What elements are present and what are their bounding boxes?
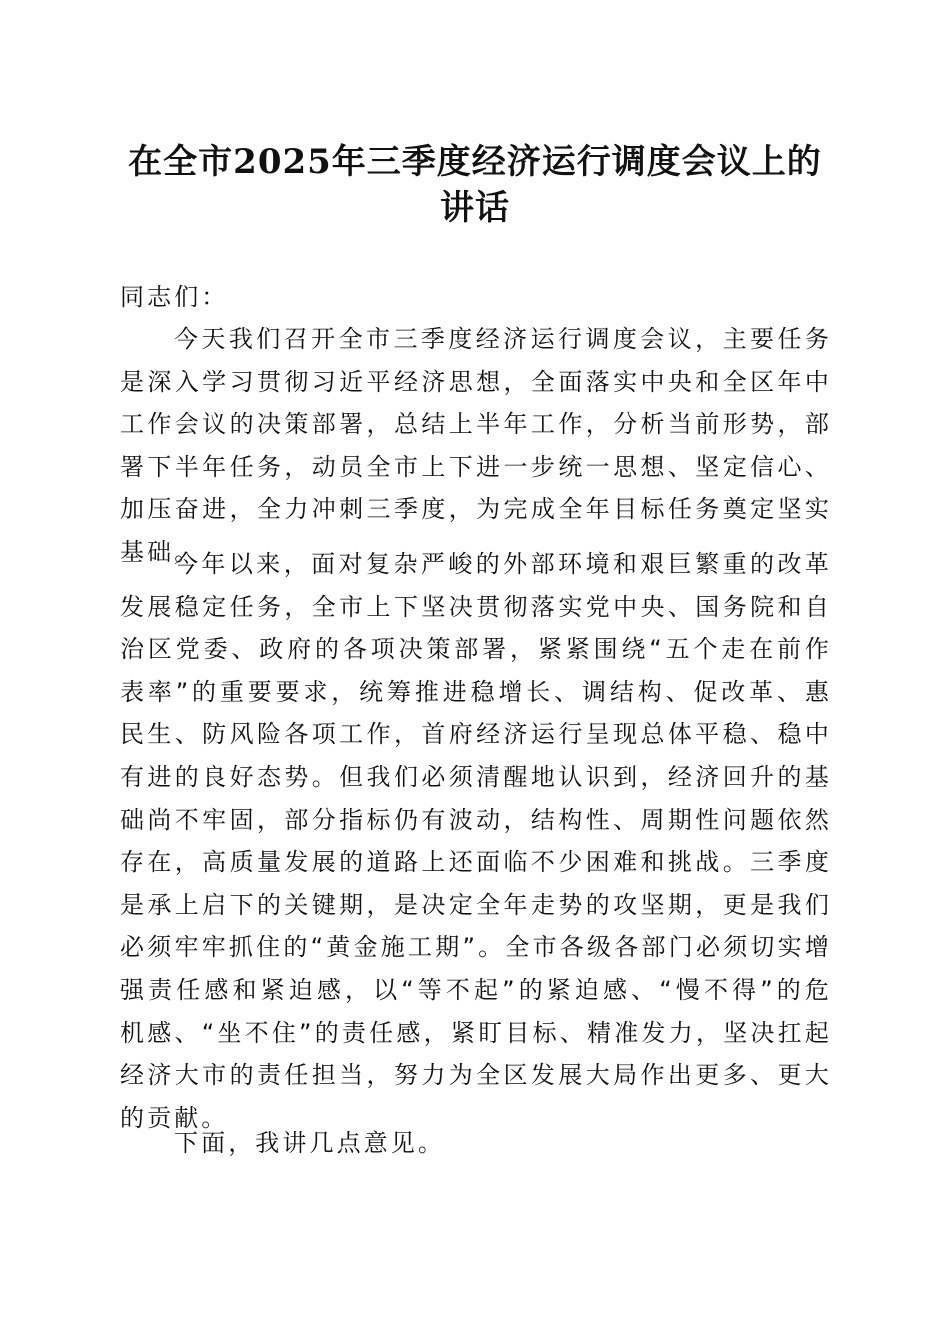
document-title-line-1: 在全市2025年三季度经济运行调度会议上的 — [128, 142, 822, 182]
paragraph-1: 今天我们召开全市三季度经济运行调度会议，主要任务是深入学习贯彻习近平经济思想，全面落实中央和全区年中工作会议的决策部署，总结上半年工作，分析当前形势，部署下半年任务，动员全市上下进一步统一思想、坚定信心、加压奋进，全力冲刺三季度，为完成全年目标任务奠定坚实基础。 — [120, 325, 832, 566]
document-title-line-2: 讲话 — [440, 188, 510, 228]
salutation: 同志们： — [120, 283, 229, 311]
paragraph-3: 下面，我讲几点意见。 — [174, 1129, 445, 1157]
paragraph-2: 今年以来，面对复杂严峻的外部环境和艰巨繁重的改革发展稳定任务，全市上下坚决贯彻落实党中央、国务院和自治区党委、政府的各项决策部署，紧紧围绕“五个走在前作表率”的重要要求，统筹推进稳增长、调结构、促改革、惠民生、防风险各项工作，首府经济运行呈现总体平稳、稳中有进的良好态势。但我们必须清醒地认识到，经济回升的基础尚不牢固，部分指标仍有波动，结构性、周期性问题依然存在，高质量发展的道路上还面临不少困难和挑战。三季度是承上启下的关键期，是决定全年走势的攻坚期，更是我们必须牢牢抓住的“黄金施工期”。全市各级各部门必须切实增强责任感和紧迫感，以“等不起”的紧迫感、“慢不得”的危机感、“坐不住”的责任感，紧盯目标、精准发力，坚决扛起经济大市的责任担当，努力为全区发展大局作出更多、更大的贡献。 — [120, 550, 832, 1132]
